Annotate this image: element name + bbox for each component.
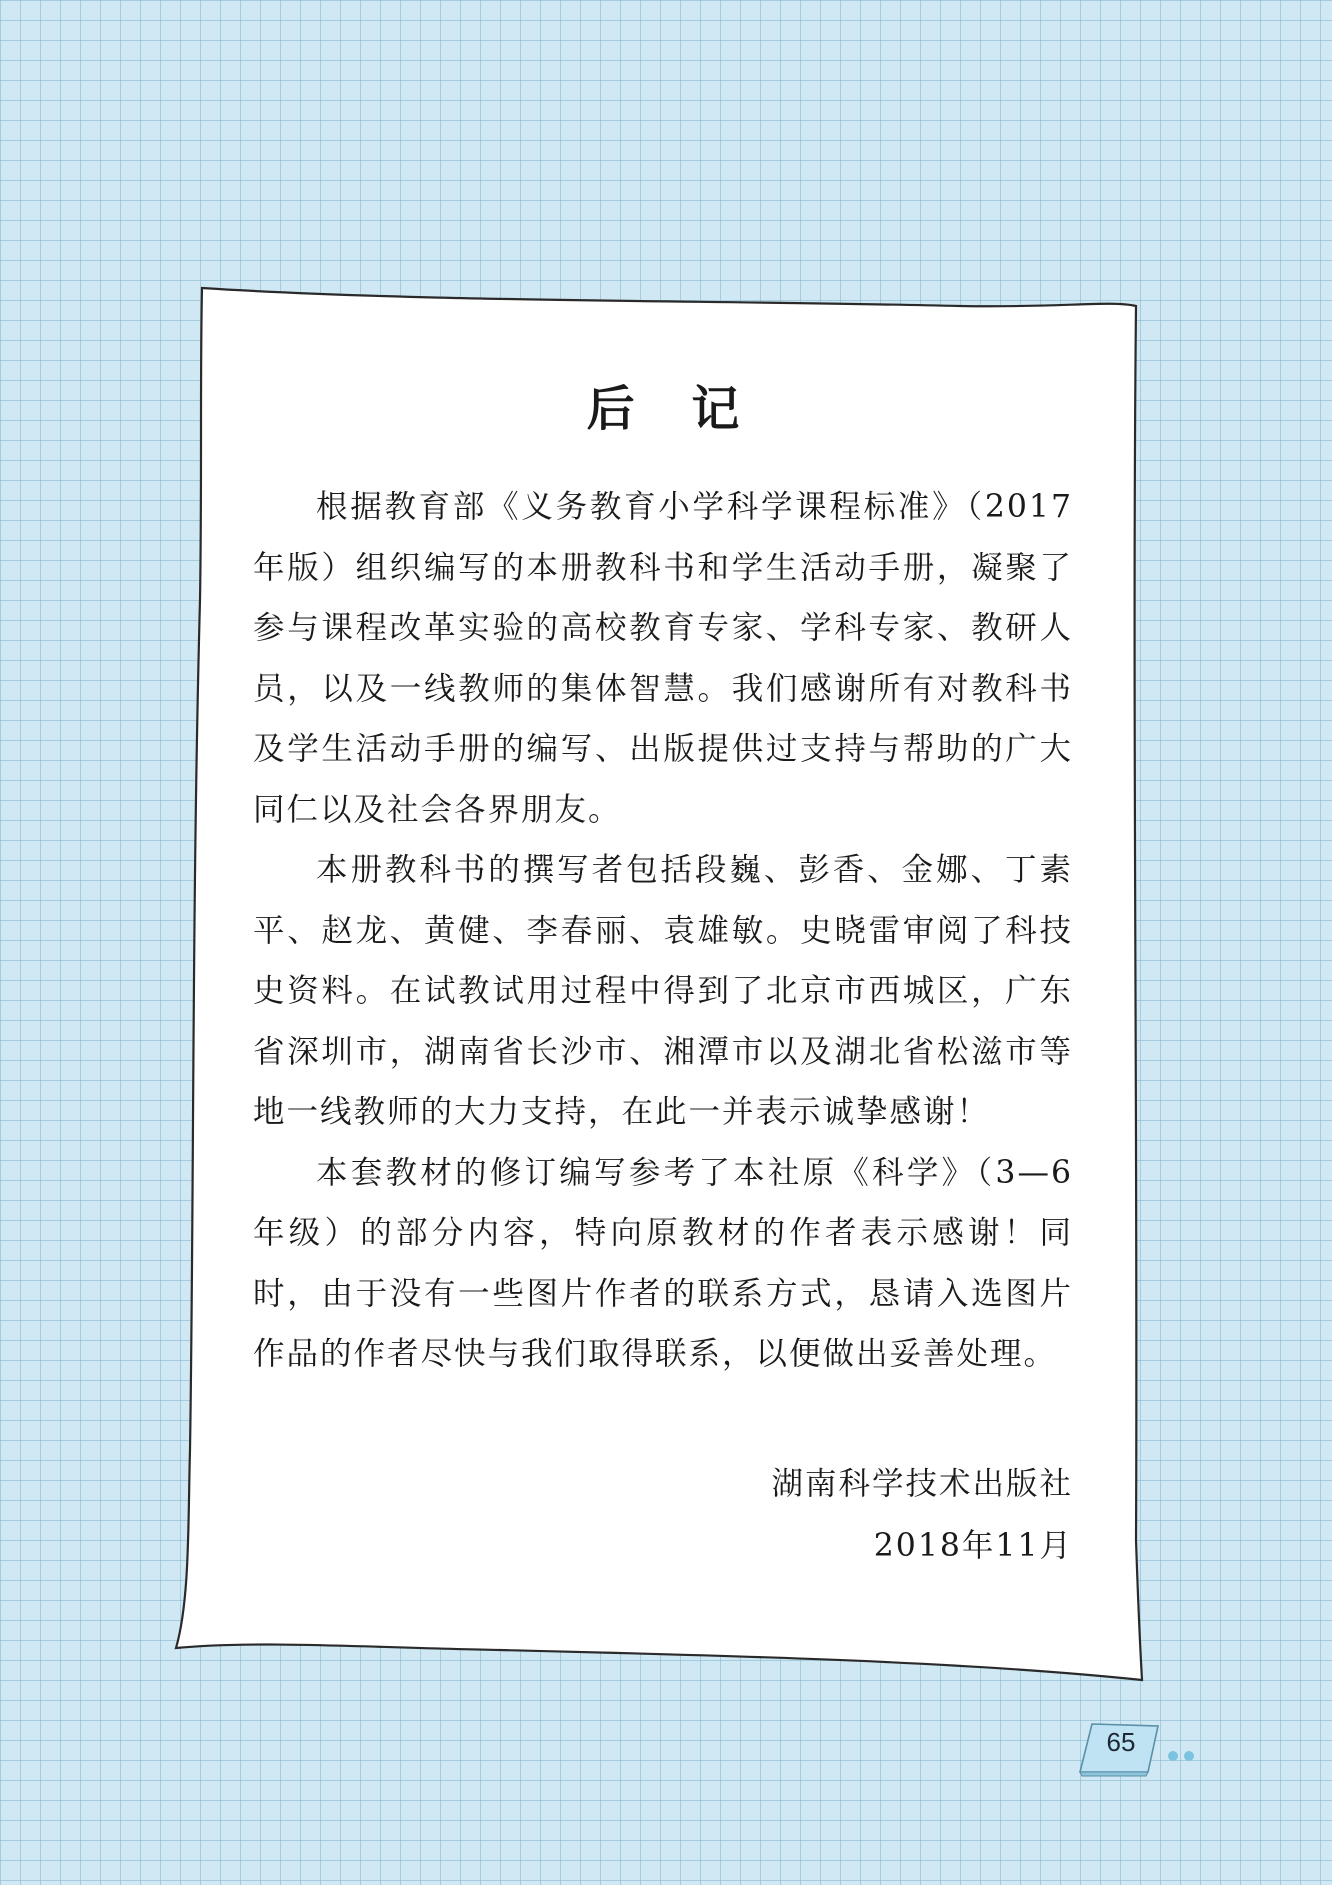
page-title: 后 记 [586, 381, 760, 437]
decorative-dot [1168, 1751, 1178, 1761]
paragraph-3: 本套教材的修订编写参考了本社原《科学》（3—6年级）的部分内容，特向原教材的作者表示感谢！同时，由于没有一些图片作者的联系方式，恳请入选图片作品的作者尽快与我们取得联系，以便做出妥善处理。 [253, 1154, 1073, 1372]
paragraph-1: 根据教育部《义务教育小学科学课程标准》（2017年版）组织编写的本册教科书和学生活动手册，凝聚了参与课程改革实验的高校教育专家、学科专家、教研人员，以及一线教师的集体智慧。我们感谢所有对教科书及学生活动手册的编写、出版提供过支持与帮助的广大同仁以及社会各界朋友。 [253, 489, 1073, 828]
paragraph-2: 本册教科书的撰写者包括段巍、彭香、金娜、丁素平、赵龙、黄健、李春丽、袁雄敏。史晓雷审阅了科技史资料。在试教试用过程中得到了北京市西城区，广东省深圳市，湖南省长沙市、湘潭市以及湖北省松滋市等地一线教师的大力支持，在此一并表示诚挚感谢！ [253, 852, 1073, 1130]
page-number: 65 [1106, 1727, 1136, 1757]
publisher-signature: 湖南科学技术出版社 [771, 1465, 1073, 1502]
decorative-dot [1184, 1751, 1194, 1761]
signature-date: 2018年11月 [873, 1527, 1073, 1564]
afterword [253, 370, 1073, 1577]
